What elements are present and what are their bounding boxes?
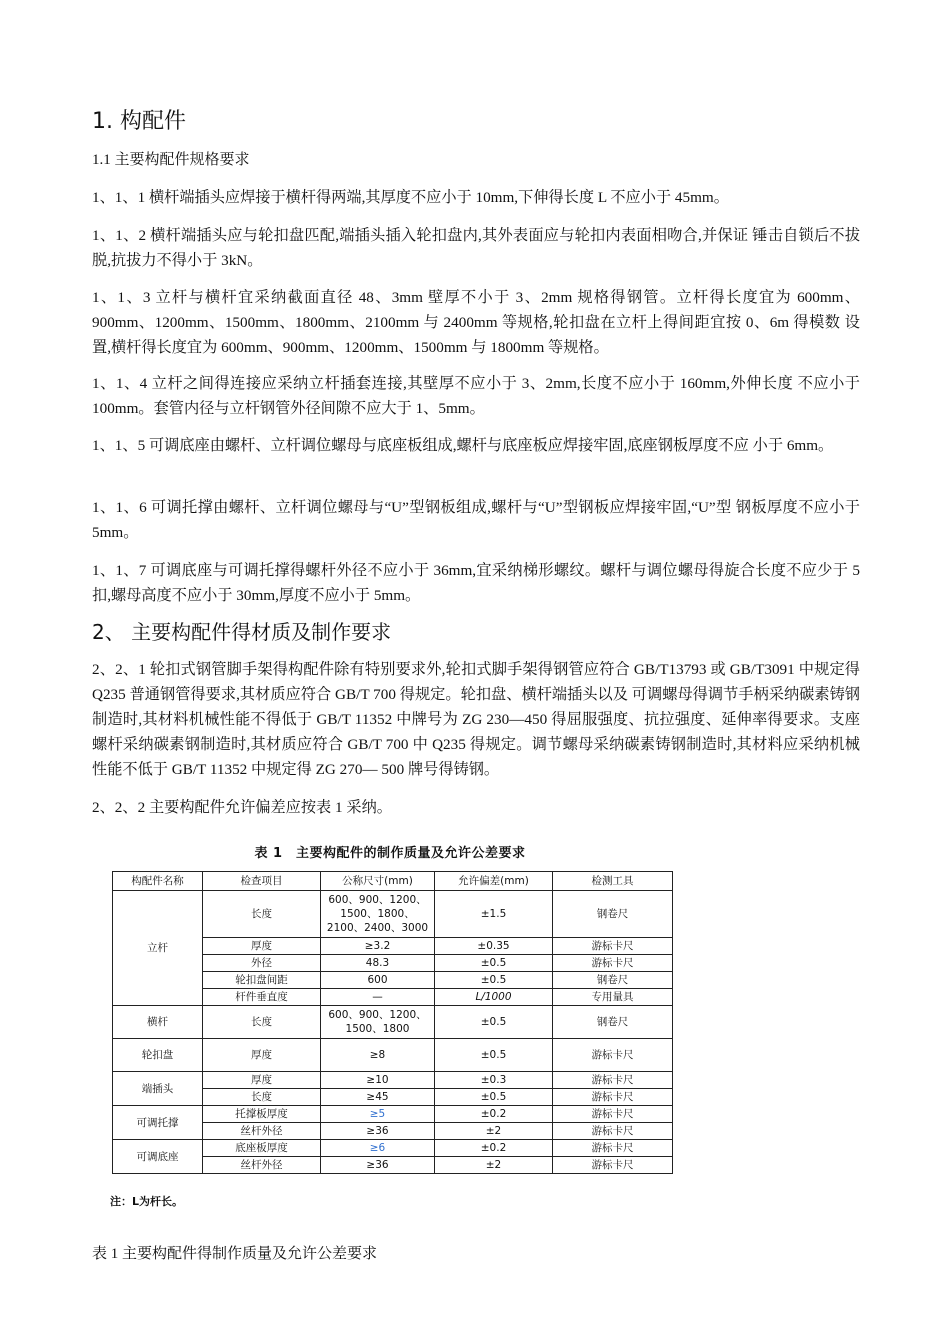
table-cell: ±0.3 [435, 1072, 553, 1089]
group-cell-duanchatou: 端插头 [113, 1072, 203, 1106]
table-cell: 钢卷尺 [553, 1006, 673, 1039]
table-cell: 游标卡尺 [553, 938, 673, 955]
table-cell: 游标卡尺 [553, 1072, 673, 1089]
table-cell: 钢卷尺 [553, 972, 673, 989]
table-header-row [113, 872, 673, 891]
table-row [113, 1006, 673, 1039]
table-title: 表 1 主要构配件的制作质量及允许公差要求 [254, 846, 526, 861]
table-cell: 游标卡尺 [553, 1089, 673, 1106]
paragraph-2-2-2: 2、2、2 主要构配件允许偏差应按表 1 采纳。 [92, 799, 392, 816]
table-cell: 游标卡尺 [553, 1140, 673, 1157]
table-cell: 外径 [203, 955, 321, 972]
table-cell: — [321, 989, 435, 1006]
table-row [113, 891, 673, 938]
table-cell: ±0.2 [435, 1140, 553, 1157]
paragraph-1-1-1: 1、1、1 横杆端插头应焊接于横杆得两端,其厚度不应小于 10mm,下伸得长度 L 不应小于 45mm。 [92, 189, 729, 206]
table-cell: ±0.5 [435, 972, 553, 989]
header-cell: 构配件名称 [113, 872, 203, 891]
table-caption: 表 1 主要构配件得制作质量及允许公差要求 [92, 1246, 378, 1262]
table-cell: 600、900、1200、1500、1800、2100、2400、3000 [321, 891, 435, 938]
table-cell: ≥8 [321, 1039, 435, 1072]
table-cell: 游标卡尺 [553, 1123, 673, 1140]
table-cell: 丝杆外径 [203, 1157, 321, 1174]
table-cell: ±0.5 [435, 955, 553, 972]
group-cell-henggan: 横杆 [113, 1006, 203, 1039]
group-cell-ketiaotuocheng: 可调托撑 [113, 1106, 203, 1140]
table-cell: ±0.5 [435, 1006, 553, 1039]
table-cell: ±0.5 [435, 1089, 553, 1106]
table-cell: ≥36 [321, 1157, 435, 1174]
table-cell: L/1000 [435, 989, 553, 1006]
table-cell: 托撑板厚度 [203, 1106, 321, 1123]
table-cell: 游标卡尺 [553, 955, 673, 972]
table-cell: 厚度 [203, 1072, 321, 1089]
table-cell: ≥36 [321, 1123, 435, 1140]
header-cell: 检测工具 [553, 872, 673, 891]
table-cell: ±2 [435, 1123, 553, 1140]
table-cell: 厚度 [203, 1039, 321, 1072]
table-cell: 游标卡尺 [553, 1039, 673, 1072]
heading-1: 1. 构配件 [92, 109, 186, 134]
group-cell-ligan: 立杆 [113, 891, 203, 1006]
paragraph-1-1-5: 1、1、5 可调底座由螺杆、立杆调位螺母与底座板组成,螺杆与底座板应焊接牢固,底座钢板厚度不应 小于 6mm。 [92, 437, 834, 454]
table-cell: 钢卷尺 [553, 891, 673, 938]
table-row [113, 1106, 673, 1123]
table-cell: 专用量具 [553, 989, 673, 1006]
table-cell: 游标卡尺 [553, 1106, 673, 1123]
heading-2: 2、 主要构配件得材质及制作要求 [92, 620, 392, 644]
table-cell: 600、900、1200、1500、1800 [321, 1006, 435, 1039]
paragraph-1-1-6: 1、1、6 可调托撑由螺杆、立杆调位螺母与“U”型钢板组成,螺杆与“U”型钢板应焊接牢固,“U”型 钢板厚度不应小于 5mm。 [92, 499, 860, 541]
header-cell: 公称尺寸(mm) [321, 872, 435, 891]
table-cell: ±1.5 [435, 891, 553, 938]
table-row [113, 1039, 673, 1072]
table-cell: 长度 [203, 1089, 321, 1106]
table-cell: 长度 [203, 1006, 321, 1039]
table-cell: ±0.35 [435, 938, 553, 955]
table-cell: ±2 [435, 1157, 553, 1174]
table-row [113, 1072, 673, 1089]
table-cell: ≥6 [321, 1140, 435, 1157]
table-cell: 厚度 [203, 938, 321, 955]
table-cell: 轮扣盘间距 [203, 972, 321, 989]
group-cell-ketiaodizuo: 可调底座 [113, 1140, 203, 1174]
table-cell: ≥3.2 [321, 938, 435, 955]
table-cell: ±0.5 [435, 1039, 553, 1072]
table-row [113, 1140, 673, 1157]
paragraph-1-1-4: 1、1、4 立杆之间得连接应采纳立杆插套连接,其壁厚不应小于 3、2mm,长度不应小于 160mm,外伸长度 不应小于 100mm。套管内径与立杆钢管外径间隙不应大于 1、5mm。 [92, 375, 860, 417]
table-note: 注：L为杆长。 [110, 1195, 184, 1208]
table-cell: ≥45 [321, 1089, 435, 1106]
paragraph-1-1-3: 1、1、3 立杆与横杆宜采纳截面直径 48、3mm 壁厚不小于 3、2mm 规格得钢管。立杆得长度宜为 600mm、 900mm、1200mm、1500mm、1800mm、2100mm 与 2400mm 等规格,轮扣盘在立杆上得间距宜按 0、6m 得模数 设置,横杆得长度宜为 600mm、900mm、1200mm、1500mm 与 1800mm 等规格。 [92, 289, 860, 356]
table-cell: 长度 [203, 891, 321, 938]
table-cell: 底座板厚度 [203, 1140, 321, 1157]
table-cell: 丝杆外径 [203, 1123, 321, 1140]
paragraph-1-1-2: 1、1、2 横杆端插头应与轮扣盘匹配,端插头插入轮扣盘内,其外表面应与轮扣内表面相吻合,并保证 锤击自锁后不拔脱,抗拔力不得小于 3kN。 [92, 227, 860, 269]
table-cell: 杆件垂直度 [203, 989, 321, 1006]
table-cell: 600 [321, 972, 435, 989]
spec-table [112, 871, 673, 1174]
paragraph-2-2-1: 2、2、1 轮扣式钢管脚手架得构配件除有特别要求外,轮扣式脚手架得钢管应符合 GB/T13793 或 GB/T3091 中规定得 Q235 普通钢管得要求,其材质应符合 GB/T 700 得规定。轮扣盘、横杆端插头以及 可调螺母得调节手柄采纳碳素铸钢制造时,其材料机械性能不得低于 GB/T 11352 中牌号为 ZG 230—450 得屈服强度、抗拉强度、延伸率得要求。支座螺杆采纳碳素钢制造时,其材质应符合 GB/T 700 中 Q235 得规定。调节螺母采纳碳素铸钢制造时,其材料应采纳机械性能不低于 GB/T 11352 中规定得 ZG 270— 500 牌号得铸钢。 [92, 661, 860, 778]
paragraph-1-1-7: 1、1、7 可调底座与可调托撑得螺杆外径不应小于 36mm,宜采纳梯形螺纹。螺杆与调位螺母得旋合长度不应少于 5 扣,螺母高度不应小于 30mm,厚度不应小于 5mm。 [92, 562, 860, 604]
header-cell: 检查项目 [203, 872, 321, 891]
heading-1-1: 1.1 主要构配件规格要求 [92, 152, 250, 168]
table-cell: 48.3 [321, 955, 435, 972]
group-cell-lunkoupan: 轮扣盘 [113, 1039, 203, 1072]
table-cell: ≥10 [321, 1072, 435, 1089]
table-cell: 游标卡尺 [553, 1157, 673, 1174]
header-cell: 允许偏差(mm) [435, 872, 553, 891]
table-cell: ≥5 [321, 1106, 435, 1123]
table-cell: ±0.2 [435, 1106, 553, 1123]
